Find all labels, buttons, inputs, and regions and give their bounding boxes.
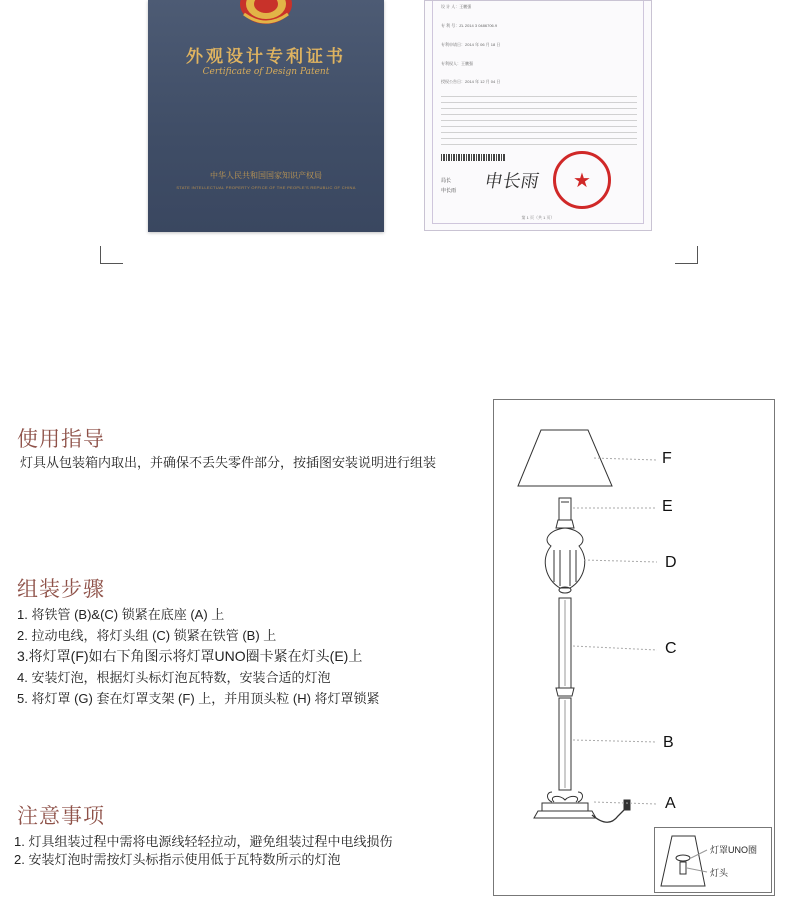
notes-list: [14, 833, 464, 869]
design-patent-certificate: [148, 0, 384, 232]
cert-line-designer: 设 计 人：王鹏强: [441, 4, 472, 9]
lamp-assembly-diagram: [493, 399, 775, 896]
assembly-step: 4. 安装灯泡，根据灯头标灯泡瓦特数，安装合适的灯泡: [17, 670, 331, 685]
assembly-steps: [17, 604, 380, 709]
director-name: 申长雨: [441, 188, 457, 194]
official-seal-icon: ★: [553, 151, 611, 209]
assembly-step: 1. 将铁管 (B)&(C) 锁紧在底座 (A) 上: [17, 607, 225, 622]
cert-line-apply-date: 专利申请日：2014 年 06 月 18 日: [441, 42, 501, 47]
inset-label-uno-ring: 灯罩UNO圈: [710, 845, 757, 855]
director-label: 局长: [441, 178, 452, 184]
certificate-office: 中华人民共和国国家知识产权局: [210, 171, 322, 180]
usage-heading: 使用指导: [17, 428, 105, 451]
usage-text: 灯具从包装箱内取出，并确保不丢失零件部分，按插图安装说明进行组装: [20, 455, 437, 470]
part-label-f: F: [662, 450, 672, 467]
cert-line-patent-no: 专 利 号：ZL 2014 3 0486706.9: [441, 23, 498, 28]
notes-heading: 注意事项: [17, 805, 105, 828]
note-item: 2. 安装灯泡时需按灯头标指示使用低于瓦特数所示的灯泡: [14, 852, 341, 867]
floor-lamp-drawing: [494, 400, 774, 895]
certificate-title: 外观设计专利证书: [186, 47, 346, 67]
assembly-step: 2. 拉动电线，将灯头组 (C) 锁紧在铁管 (B) 上: [17, 628, 277, 643]
cert-line-owner: 专利权人：王鹏强: [441, 61, 473, 66]
part-label-a: A: [665, 795, 676, 812]
corner-bracket-right: [675, 246, 698, 264]
national-emblem-icon: [148, 0, 384, 40]
part-label-e: E: [662, 498, 673, 515]
shade-ring-inset: [654, 827, 772, 893]
barcode: [441, 154, 505, 161]
part-label-b: B: [663, 734, 674, 751]
certificate-body-text: [441, 91, 637, 149]
assembly-heading: 组装步骤: [17, 578, 105, 601]
part-label-c: C: [665, 640, 677, 657]
patent-detail-page: [424, 0, 652, 231]
corner-bracket-left: [100, 246, 123, 264]
part-label-d: D: [665, 554, 677, 571]
certificate-office-en: STATE INTELLECTUAL PROPERTY OFFICE OF THE PEOPLE'S REPUBLIC OF CHINA: [176, 185, 356, 190]
cert-line-grant-date: 授权公告日：2014 年 12 月 04 日: [441, 79, 501, 84]
assembly-step: 5. 将灯罩 (G) 套在灯罩支架 (F) 上，并用顶头粒 (H) 将灯罩锁紧: [17, 691, 380, 706]
page-number: 第 1 页（共 1 页）: [521, 215, 555, 220]
certificate-subtitle: Certificate of Design Patent: [202, 67, 330, 77]
inset-label-socket: 灯头: [710, 868, 729, 878]
note-item: 1. 灯具组装过程中需将电源线轻轻拉动，避免组装过程中电线损伤: [14, 834, 393, 849]
shade-ring-drawing: [655, 828, 771, 892]
assembly-step: 3.将灯罩(F)如右下角图示将灯罩UNO圈卡紧在灯头(E)上: [17, 648, 363, 664]
director-signature: 申长雨: [482, 171, 541, 192]
